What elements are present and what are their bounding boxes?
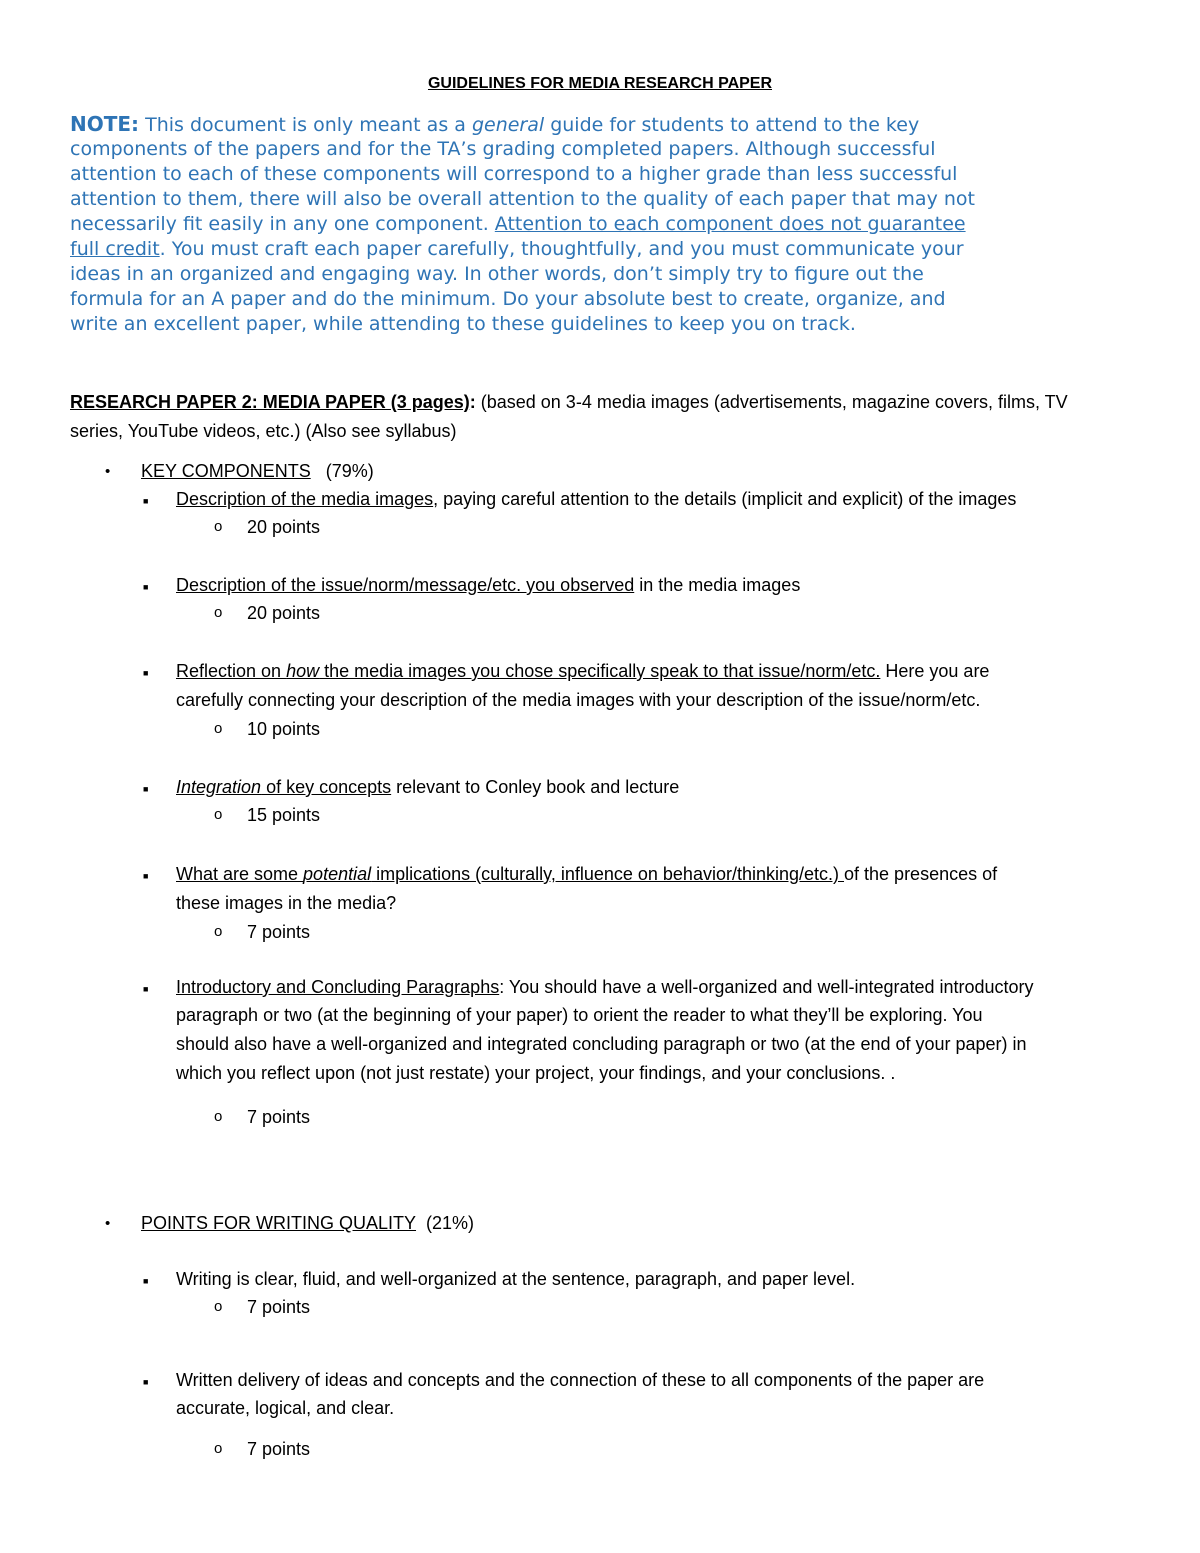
writing-item-2-points: 7 points — [247, 1439, 311, 1459]
item-2 — [176, 571, 800, 600]
item-6-line-2: paragraph or two (at the beginning of your paper) to orient the reader to what they’ll be exploring. You — [176, 1005, 983, 1025]
square-bullet: ■ — [143, 984, 149, 994]
key-components-title: KEY COMPONENTS — [141, 461, 311, 481]
item-5 — [176, 860, 997, 889]
item-3-text: Here you are — [880, 661, 990, 681]
item-1-points: 20 points — [247, 517, 321, 537]
item-4-underlined: of key concepts — [261, 777, 392, 797]
item-3-emphasis: how — [286, 661, 320, 681]
item-5-underlined: implications (culturally, influence on behavior/thinking/etc.) — [371, 864, 845, 884]
note-underlined: full credit — [70, 238, 160, 260]
writing-item-2-line-2: accurate, logical, and clear. — [176, 1398, 395, 1418]
note-text: necessarily fit easily in any one component. — [70, 213, 495, 235]
writing-quality-percent: (21%) — [426, 1213, 475, 1233]
item-6-line-4: which you reflect upon (not just restate) your project, your findings, and your conclusions. . — [176, 1063, 896, 1083]
item-5-points: 7 points — [247, 922, 311, 942]
item-4 — [176, 773, 679, 802]
item-3-underlined: Reflection on — [176, 661, 287, 681]
document-title: GUIDELINES FOR MEDIA RESEARCH PAPER — [427, 75, 773, 92]
note-line-5 — [70, 212, 966, 237]
note-line-3: attention to each of these components will correspond to a higher grade than less successful — [70, 163, 958, 185]
square-bullet: ■ — [143, 784, 149, 794]
writing-quality-label — [141, 1209, 474, 1238]
heading-text: (based on 3-4 media images (advertisements, magazine covers, films, TV — [475, 392, 1068, 412]
item-3 — [176, 657, 989, 686]
item-1-text: , paying careful attention to the details (implicit and explicit) of the images — [433, 489, 1017, 509]
o-bullet: o — [214, 1440, 223, 1457]
o-bullet: o — [214, 1298, 223, 1315]
item-6 — [176, 973, 1034, 1002]
note-line-6 — [70, 237, 964, 262]
square-bullet: ■ — [143, 496, 149, 506]
note-label: NOTE: — [70, 112, 140, 136]
item-5-emphasis: potential — [303, 864, 372, 884]
item-6-line-3: should also have a well-organized and integrated concluding paragraph or two (at the end of your paper) in — [176, 1034, 1027, 1054]
o-bullet: o — [214, 1108, 223, 1125]
o-bullet: o — [214, 806, 223, 823]
section-heading — [70, 388, 1068, 417]
item-2-text: in the media images — [634, 575, 801, 595]
section-heading-line-2: series, YouTube videos, etc.) (Also see syllabus) — [70, 421, 457, 441]
note-text: guide for students to attend to the key — [544, 114, 920, 136]
item-6-points: 7 points — [247, 1107, 311, 1127]
note-line-8: formula for an A paper and do the minimum. Do your absolute best to create, organize, and — [70, 288, 946, 310]
square-bullet: ■ — [143, 1276, 149, 1286]
item-4-points: 15 points — [247, 805, 321, 825]
o-bullet: o — [214, 720, 223, 737]
item-5-line-2: these images in the media? — [176, 893, 397, 913]
heading-title: RESEARCH PAPER 2: MEDIA PAPER (3 pages) — [70, 392, 470, 412]
square-bullet: ■ — [143, 1377, 149, 1387]
o-bullet: o — [214, 518, 223, 535]
item-6-underlined: Introductory and Concluding Paragraphs — [176, 977, 500, 997]
note-emphasis: general — [471, 114, 545, 136]
item-6-text: : You should have a well-organized and well-integrated introductory — [499, 977, 1034, 997]
heading-colon: : — [469, 392, 476, 412]
item-3-line-2: carefully connecting your description of the media images with your description of the issue/norm/etc. — [176, 690, 981, 710]
square-bullet: ■ — [143, 582, 149, 592]
note-line-9: write an excellent paper, while attending to these guidelines to keep you on track. — [70, 313, 856, 335]
writing-quality-title: POINTS FOR WRITING QUALITY — [141, 1213, 417, 1233]
item-4-emphasis: Integration — [176, 777, 262, 797]
note-line-7: ideas in an organized and engaging way. In other words, don’t simply try to figure out the — [70, 263, 924, 285]
item-3-points: 10 points — [247, 719, 321, 739]
disc-bullet: • — [105, 1215, 111, 1232]
square-bullet: ■ — [143, 871, 149, 881]
note-text: This document is only meant as a — [139, 114, 472, 136]
item-2-underlined: Description of the issue/norm/message/etc. you observed — [176, 575, 635, 595]
item-1-underlined: Description of the media images — [176, 489, 434, 509]
item-1 — [176, 485, 1016, 514]
key-components-percent: (79%) — [325, 461, 374, 481]
disc-bullet: • — [105, 463, 111, 480]
square-bullet: ■ — [143, 668, 149, 678]
key-components-label — [141, 457, 374, 486]
o-bullet: o — [214, 923, 223, 940]
o-bullet: o — [214, 604, 223, 621]
writing-item-1: Writing is clear, fluid, and well-organized at the sentence, paragraph, and paper level. — [176, 1269, 856, 1289]
note-underlined: Attention to each component does not guarantee — [494, 213, 966, 235]
writing-item-2: Written delivery of ideas and concepts and the connection of these to all components of the paper are — [176, 1370, 985, 1390]
note-line-4: attention to them, there will also be overall attention to the quality of each paper that may not — [70, 188, 975, 210]
writing-item-1-points: 7 points — [247, 1297, 311, 1317]
item-3-underlined: the media images you chose specifically speak to that issue/norm/etc. — [319, 661, 881, 681]
note-line-2: components of the papers and for the TA’s grading completed papers. Although successful — [70, 138, 936, 160]
item-5-underlined: What are some — [176, 864, 304, 884]
note-line-1 — [70, 112, 919, 138]
item-4-text: relevant to Conley book and lecture — [391, 777, 680, 797]
note-text: . You must craft each paper carefully, thoughtfully, and you must communicate your — [159, 238, 964, 260]
item-2-points: 20 points — [247, 603, 321, 623]
item-5-text: of the presences of — [844, 864, 998, 884]
